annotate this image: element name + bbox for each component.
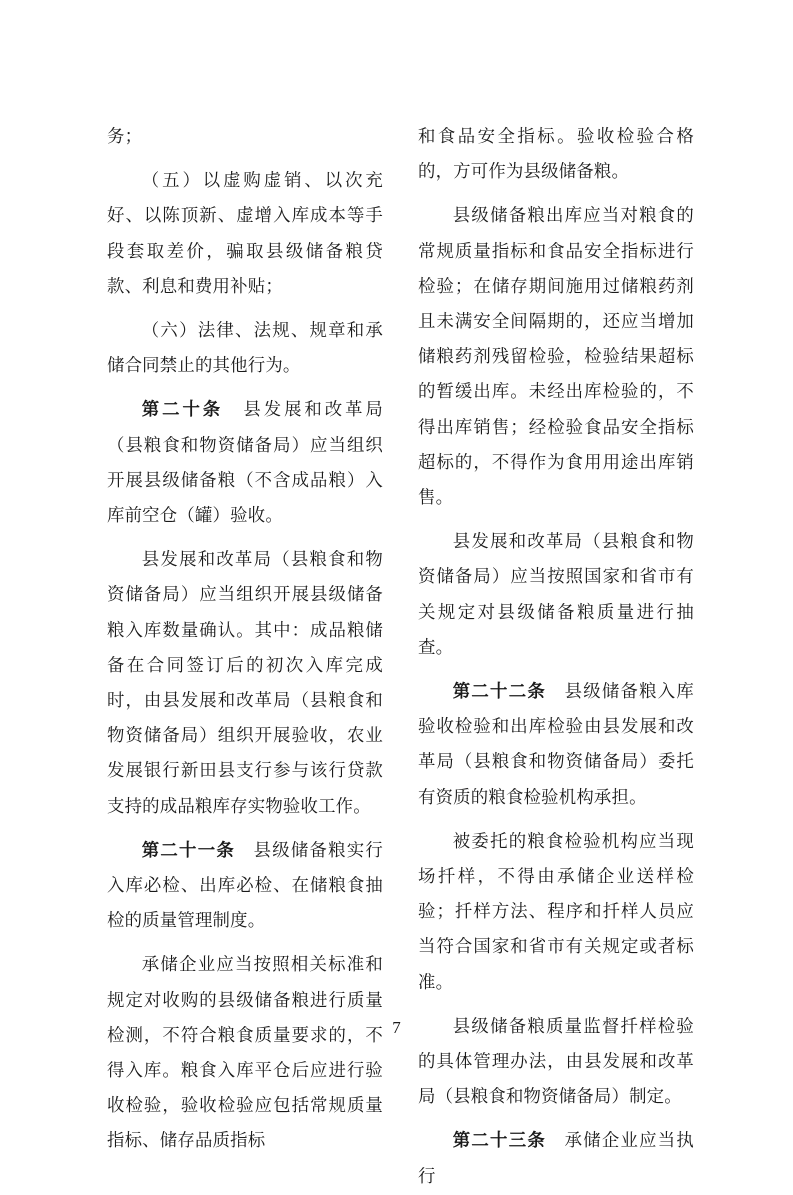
paragraph (418, 120, 694, 190)
paragraph-text: 县级储备粮出库应当对粮食的常规质量指标和食品安全指标进行检验；在储存期间施用过储粮药剂且未满安全间隔期的，还应当增加储粮药剂残留检验，检验结果超标的暂缓出库。未经出库检验的，不得出库销售；经检验食品安全指标超标的，不得作为食用用途出库销售。 (418, 206, 694, 509)
paragraph-text: （六）法律、法规、规章和承储合同禁止的其他行为。 (107, 321, 383, 377)
paragraph-text: 县级储备粮入库验收检验和出库检验由县发展和改革局（县粮食和物资储备局）委托有资质的粮食检验机构承担。 (418, 682, 694, 808)
paragraph (418, 825, 694, 1001)
paragraph-text: 承储企业应当执行 (418, 1131, 694, 1187)
paragraph (107, 164, 383, 305)
article-heading: 第二十三条 (452, 1131, 546, 1152)
paragraph-text: 承储企业应当按照相关标准和规定对收购的县级储备粮进行质量检测，不符合粮食质量要求的，不得入库。粮食入库平仓后应进行验收检验，验收检验应包括常规质量指标、储存品质指标 (107, 955, 383, 1152)
paragraph (107, 948, 383, 1159)
paragraph-text: 县级储备粮质量监督扦样检验的具体管理办法，由县发展和改革局（县粮食和物资储备局）制定。 (418, 1016, 694, 1108)
paragraph (418, 1124, 694, 1194)
page-number: 7 (392, 1018, 401, 1037)
paragraph (418, 199, 694, 516)
paragraph (418, 525, 694, 666)
paragraph-text: （五）以虚购虚销、以次充好、以陈顶新、虚增入库成本等手段套取差价，骗取县级储备粮贷款、利息和费用补贴； (107, 171, 383, 297)
article-heading: 第二十条 (141, 400, 224, 421)
paragraph-text: 县级储备粮实行入库必检、出库必检、在储粮食抽检的质量管理制度。 (107, 840, 383, 932)
article-heading: 第二十一条 (141, 840, 235, 861)
paragraph-text: 县发展和改革局（县粮食和物资储备局）应当组织开展县级储备粮入库数量确认。其中：成品粮储备在合同签订后的初次入库完成时，由县发展和改革局（县粮食和物资储备局）组织开展验收，农业发展银行新田县支行参与该行贷款支持的成品粮库存实物验收工作。 (107, 550, 383, 817)
paragraph (107, 314, 383, 384)
paragraph (107, 120, 383, 155)
paragraph-text: 和食品安全指标。验收检验合格的，方可作为县级储备粮。 (418, 127, 694, 183)
paragraph (107, 393, 383, 534)
left-column (107, 120, 383, 1160)
article-heading: 第二十二条 (452, 682, 546, 703)
paragraph (107, 543, 383, 825)
paragraph-text: 被委托的粮食检验机构应当现场扦样，不得由承储企业送样检验；扦样方法、程序和扦样人员应当符合国家和省市有关规定或者标准。 (418, 831, 694, 993)
paragraph-text: 县发展和改革局（县粮食和物资储备局）应当按照国家和省市有关规定对县级储备粮质量进行抽查。 (418, 532, 694, 658)
paragraph (418, 675, 694, 816)
paragraph-text: 县发展和改革局（县粮食和物资储备局）应当组织开展县级储备粮（不含成品粮）入库前空仓（罐）验收。 (107, 400, 383, 527)
paragraph-text: 务； (107, 127, 143, 147)
paragraph (107, 834, 383, 940)
